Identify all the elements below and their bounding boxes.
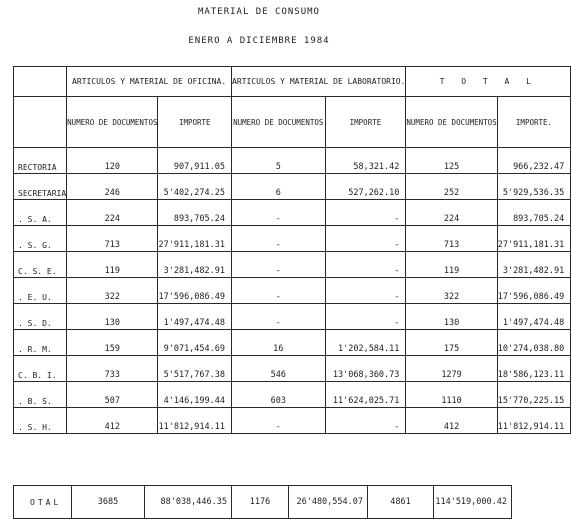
cell-tot-imp: 966,232.47 bbox=[497, 148, 571, 174]
cell-of-docs: 159 bbox=[67, 330, 158, 356]
total-lab-importe: 26'480,554.07 bbox=[289, 486, 368, 519]
cell-of-imp: 27'911,181.31 bbox=[158, 226, 232, 252]
cell-tot-imp: 3'281,482.91 bbox=[497, 252, 571, 278]
cell-lab-docs: 546 bbox=[232, 356, 325, 382]
cell-lab-docs: - bbox=[232, 226, 325, 252]
cell-lab-docs: - bbox=[232, 200, 325, 226]
grand-total-row bbox=[14, 486, 512, 519]
cell-lab-imp: - bbox=[325, 304, 406, 330]
cell-of-imp: 9'071,454.69 bbox=[158, 330, 232, 356]
cell-tot-docs: 322 bbox=[406, 278, 497, 304]
cell-of-imp: 5'402,274.25 bbox=[158, 174, 232, 200]
cell-lab-imp: 11'624,025.71 bbox=[325, 382, 406, 408]
cell-label: . E. U. bbox=[14, 278, 67, 304]
subheader-total-docs: NUMERO DE DOCUMENTOS bbox=[406, 97, 497, 148]
cell-of-docs: 733 bbox=[67, 356, 158, 382]
cell-of-imp: 11'812,914.11 bbox=[158, 408, 232, 434]
table-row bbox=[14, 200, 571, 226]
cell-lab-docs: - bbox=[232, 252, 325, 278]
table-row bbox=[14, 252, 571, 278]
cell-lab-imp: 13'068,360.73 bbox=[325, 356, 406, 382]
cell-of-docs: 119 bbox=[67, 252, 158, 278]
header-laboratory: ARTICULOS Y MATERIAL DE LABORATORIO. bbox=[232, 67, 406, 97]
cell-lab-docs: 603 bbox=[232, 382, 325, 408]
cell-label: . B. S. bbox=[14, 382, 67, 408]
document-subtitle: ENERO A DICIEMBRE 1984 bbox=[188, 36, 330, 46]
cell-of-imp: 3'281,482.91 bbox=[158, 252, 232, 278]
cell-tot-imp: 11'812,914.11 bbox=[497, 408, 571, 434]
cell-label: C. S. E. bbox=[14, 252, 67, 278]
total-lab-docs: 1176 bbox=[232, 486, 289, 519]
cell-tot-docs: 252 bbox=[406, 174, 497, 200]
table-row bbox=[14, 382, 571, 408]
cell-tot-docs: 130 bbox=[406, 304, 497, 330]
cell-tot-docs: 175 bbox=[406, 330, 497, 356]
total-total-importe: 114'519,000.42 bbox=[434, 486, 512, 519]
cell-lab-imp: 527,262.10 bbox=[325, 174, 406, 200]
cell-lab-docs: - bbox=[232, 304, 325, 330]
subheader-office-importe: IMPORTE bbox=[158, 97, 232, 148]
table-row bbox=[14, 356, 571, 382]
cell-label: RECTORIA bbox=[14, 148, 67, 174]
cell-tot-imp: 27'911,181.31 bbox=[497, 226, 571, 252]
cell-of-docs: 246 bbox=[67, 174, 158, 200]
cell-of-docs: 130 bbox=[67, 304, 158, 330]
table-row bbox=[14, 330, 571, 356]
cell-lab-docs: - bbox=[232, 408, 325, 434]
cell-label: . S. H. bbox=[14, 408, 67, 434]
cell-tot-docs: 713 bbox=[406, 226, 497, 252]
subheader-corner bbox=[14, 97, 67, 148]
grand-total-table bbox=[13, 485, 512, 519]
table-row bbox=[14, 408, 571, 434]
total-office-importe: 88'038,446.35 bbox=[145, 486, 232, 519]
cell-lab-imp: - bbox=[325, 252, 406, 278]
cell-tot-imp: 15'770,225.15 bbox=[497, 382, 571, 408]
cell-of-imp: 17'596,086.49 bbox=[158, 278, 232, 304]
cell-of-imp: 907,911.05 bbox=[158, 148, 232, 174]
cell-of-imp: 893,705.24 bbox=[158, 200, 232, 226]
cell-of-docs: 224 bbox=[67, 200, 158, 226]
cell-of-imp: 4'146,199.44 bbox=[158, 382, 232, 408]
cell-of-docs: 507 bbox=[67, 382, 158, 408]
cell-of-imp: 1'497,474.48 bbox=[158, 304, 232, 330]
cell-lab-docs: 6 bbox=[232, 174, 325, 200]
cell-tot-docs: 412 bbox=[406, 408, 497, 434]
cell-label: . S. A. bbox=[14, 200, 67, 226]
total-office-docs: 3685 bbox=[72, 486, 145, 519]
cell-lab-imp: 1'202,584.11 bbox=[325, 330, 406, 356]
cell-tot-imp: 5'929,536.35 bbox=[497, 174, 571, 200]
cell-lab-docs: - bbox=[232, 278, 325, 304]
cell-lab-imp: - bbox=[325, 408, 406, 434]
cell-label: . S. G. bbox=[14, 226, 67, 252]
cell-of-imp: 5'517,767.38 bbox=[158, 356, 232, 382]
total-label: OTAL bbox=[14, 486, 72, 519]
table-row bbox=[14, 226, 571, 252]
cell-tot-docs: 125 bbox=[406, 148, 497, 174]
cell-lab-docs: 16 bbox=[232, 330, 325, 356]
cell-lab-docs: 5 bbox=[232, 148, 325, 174]
subheader-total-importe: IMPORTE. bbox=[497, 97, 571, 148]
cell-tot-docs: 119 bbox=[406, 252, 497, 278]
table-row bbox=[14, 174, 571, 200]
cell-tot-docs: 1279 bbox=[406, 356, 497, 382]
consumption-table bbox=[13, 66, 571, 434]
cell-of-docs: 322 bbox=[67, 278, 158, 304]
cell-tot-imp: 893,705.24 bbox=[497, 200, 571, 226]
document-title: MATERIAL DE CONSUMO bbox=[198, 7, 320, 17]
cell-tot-docs: 1110 bbox=[406, 382, 497, 408]
cell-label: SECRETARIA bbox=[14, 174, 67, 200]
table-row bbox=[14, 148, 571, 174]
cell-label: . R. M. bbox=[14, 330, 67, 356]
subheader-lab-docs: NUMERO DE DOCUMENTOS bbox=[232, 97, 325, 148]
cell-label: . S. D. bbox=[14, 304, 67, 330]
cell-tot-imp: 1'497,474.48 bbox=[497, 304, 571, 330]
table-row bbox=[14, 278, 571, 304]
cell-tot-docs: 224 bbox=[406, 200, 497, 226]
subheader-office-docs: NUMERO DE DOCUMENTOS bbox=[67, 97, 158, 148]
header-corner bbox=[14, 67, 67, 97]
subheader-lab-importe: IMPORTE bbox=[325, 97, 406, 148]
cell-lab-imp: 58,321.42 bbox=[325, 148, 406, 174]
table-row bbox=[14, 304, 571, 330]
cell-lab-imp: - bbox=[325, 226, 406, 252]
cell-tot-imp: 10'274,038.80 bbox=[497, 330, 571, 356]
cell-lab-imp: - bbox=[325, 278, 406, 304]
cell-of-docs: 412 bbox=[67, 408, 158, 434]
header-office: ARTICULOS Y MATERIAL DE OFICINA. bbox=[67, 67, 232, 97]
cell-tot-imp: 18'586,123.11 bbox=[497, 356, 571, 382]
header-total: T O T A L bbox=[406, 67, 571, 97]
cell-of-docs: 120 bbox=[67, 148, 158, 174]
cell-tot-imp: 17'596,086.49 bbox=[497, 278, 571, 304]
total-total-docs: 4861 bbox=[368, 486, 434, 519]
cell-lab-imp: - bbox=[325, 200, 406, 226]
cell-of-docs: 713 bbox=[67, 226, 158, 252]
cell-label: C. B. I. bbox=[14, 356, 67, 382]
